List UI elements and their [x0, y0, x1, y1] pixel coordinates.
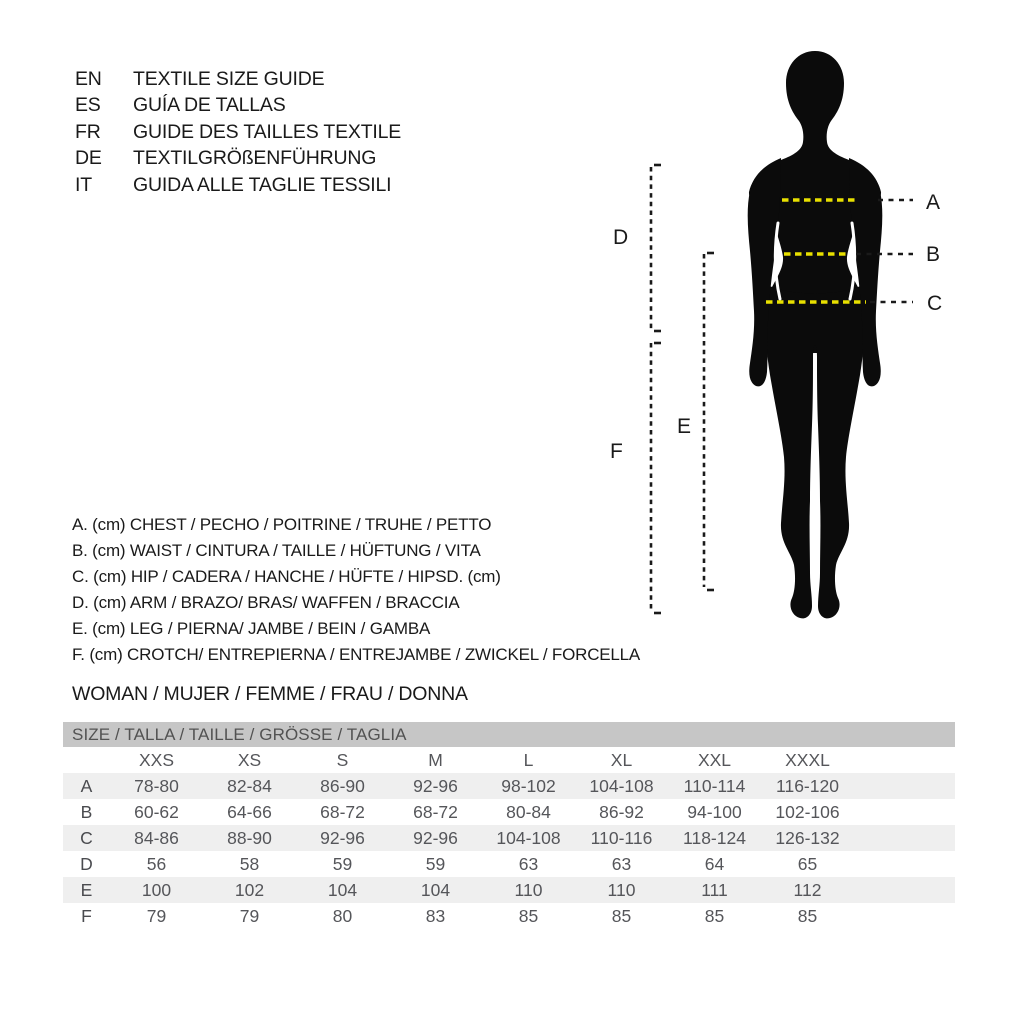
size-cell: 58 — [239, 853, 260, 874]
size-column-header: XL — [610, 749, 633, 770]
size-cell: 92-96 — [413, 775, 458, 796]
legend-line-leg: E. (cm) LEG / PIERNA/ JAMBE / BEIN / GAMBA — [72, 618, 431, 638]
size-cell: 85 — [704, 905, 725, 926]
size-cell: 102-106 — [775, 801, 840, 822]
size-column-header: XXXL — [785, 749, 830, 770]
row-label: F — [81, 905, 92, 926]
size-cell: 110 — [607, 879, 636, 900]
size-cell: 126-132 — [775, 827, 840, 848]
size-table — [63, 722, 955, 929]
row-label: C — [80, 827, 93, 848]
table-row-chest — [63, 773, 955, 799]
size-cell: 116-120 — [776, 775, 839, 796]
table-row-arm — [63, 851, 955, 877]
size-cell: 85 — [611, 905, 632, 926]
table-row-leg — [63, 877, 955, 903]
size-cell: 63 — [518, 853, 539, 874]
size-cell: 100 — [141, 879, 172, 900]
size-cell: 68-72 — [413, 801, 458, 822]
size-cell: 82-84 — [227, 775, 272, 796]
label-hip-c: C — [927, 292, 943, 315]
size-cell: 88-90 — [227, 827, 272, 848]
size-cell: 85 — [518, 905, 539, 926]
size-cell: 80-84 — [506, 801, 551, 822]
size-figure-diagram — [600, 40, 980, 640]
size-cell: 112 — [793, 879, 822, 900]
filler-cell — [854, 825, 955, 851]
language-row-fr — [75, 119, 401, 145]
size-cell: 110 — [514, 879, 543, 900]
size-cell: 104-108 — [589, 775, 654, 796]
label-arm-d: D — [613, 226, 629, 249]
guide-title: TEXTILE SIZE GUIDE — [133, 68, 325, 90]
size-cell: 68-72 — [320, 801, 365, 822]
size-cell: 64-66 — [227, 801, 272, 822]
size-column-header: M — [428, 749, 443, 770]
filler-cell — [854, 747, 955, 773]
legend-line-chest: A. (cm) CHEST / PECHO / POITRINE / TRUHE / PETTO — [72, 515, 492, 534]
size-cell: 83 — [425, 905, 446, 926]
size-cell: 111 — [701, 879, 728, 900]
size-cell: 64 — [704, 853, 725, 874]
size-cell: 85 — [797, 905, 818, 926]
label-leg-e: E — [677, 415, 692, 438]
size-cell: 59 — [425, 853, 446, 874]
filler-cell — [854, 773, 955, 799]
size-cell: 65 — [797, 853, 818, 874]
size-column-header: XXL — [697, 749, 732, 770]
language-code: DE — [75, 147, 102, 170]
label-crotch-f: F — [610, 440, 623, 463]
size-table-grid — [63, 747, 955, 929]
size-cell: 86-90 — [320, 775, 365, 796]
row-label: E — [80, 879, 93, 900]
size-cell: 56 — [146, 853, 167, 874]
size-cell: 104 — [420, 879, 451, 900]
gender-heading: WOMAN / MUJER / FEMME / FRAU / DONNA — [72, 683, 468, 705]
empty-corner-cell — [63, 747, 110, 773]
size-cell: 118-124 — [683, 827, 746, 848]
size-cell: 104 — [327, 879, 358, 900]
label-waist-b: B — [926, 243, 941, 266]
row-label: A — [80, 775, 93, 796]
size-column-header: S — [336, 749, 349, 770]
size-columns-row — [63, 747, 955, 773]
guide-title: GUIDA ALLE TAGLIE TESSILI — [133, 173, 392, 196]
measurement-legend — [72, 512, 640, 667]
size-column-header: XS — [237, 749, 262, 770]
size-column-header: XXS — [138, 749, 175, 770]
size-cell: 79 — [146, 905, 167, 926]
size-cell: 104-108 — [496, 827, 561, 848]
language-row-en — [75, 66, 401, 92]
row-label: B — [80, 801, 93, 822]
size-cell: 98-102 — [501, 775, 556, 796]
size-cell: 92-96 — [320, 827, 365, 848]
table-row-waist — [63, 799, 955, 825]
language-code: ES — [75, 94, 101, 117]
size-cell: 84-86 — [134, 827, 179, 848]
size-cell: 86-92 — [599, 801, 644, 822]
language-row-de — [75, 145, 401, 171]
size-cell: 59 — [332, 853, 353, 874]
guide-title: TEXTILGRÖßENFÜHRUNG — [133, 147, 377, 170]
label-chest-a: A — [926, 191, 941, 214]
filler-cell — [854, 877, 955, 903]
language-code: EN — [75, 68, 102, 90]
language-code: FR — [75, 120, 101, 143]
size-cell: 110-116 — [590, 827, 653, 848]
guide-title: GUÍA DE TALLAS — [133, 94, 286, 117]
size-cell: 60-62 — [134, 801, 179, 822]
size-table-title-bar: SIZE / TALLA / TAILLE / GRÖSSE / TAGLIA — [63, 722, 955, 747]
size-cell: 78-80 — [134, 775, 179, 796]
row-label: D — [80, 853, 93, 874]
filler-cell — [854, 903, 955, 929]
guide-title: GUIDE DES TAILLES TEXTILE — [133, 120, 402, 143]
table-row-hip — [63, 825, 955, 851]
size-cell: 79 — [239, 905, 260, 926]
table-row-crotch — [63, 903, 955, 929]
size-cell: 92-96 — [413, 827, 458, 848]
legend-line-hip: C. (cm) HIP / CADERA / HANCHE / HÜFTE / HIPSD. (cm) — [72, 566, 501, 586]
language-title-block — [75, 66, 401, 198]
size-cell: 102 — [234, 879, 265, 900]
size-cell: 94-100 — [687, 801, 742, 822]
size-cell: 110-114 — [683, 775, 746, 796]
legend-line-arm: D. (cm) ARM / BRAZO/ BRAS/ WAFFEN / BRACCIA — [72, 592, 460, 612]
filler-cell — [854, 851, 955, 877]
language-code: IT — [75, 173, 92, 196]
language-row-es — [75, 92, 401, 118]
language-row-it — [75, 172, 401, 198]
legend-line-crotch: F. (cm) CROTCH/ ENTREPIERNA / ENTREJAMBE / ZWICKEL / FORCELLA — [72, 644, 641, 664]
legend-line-waist: B. (cm) WAIST / CINTURA / TAILLE / HÜFTUNG / VITA — [72, 540, 481, 560]
filler-cell — [854, 799, 955, 825]
size-cell: 80 — [332, 905, 353, 926]
size-cell: 63 — [611, 853, 632, 874]
measurement-lines-overlay — [600, 40, 980, 640]
size-column-header: L — [523, 749, 534, 770]
